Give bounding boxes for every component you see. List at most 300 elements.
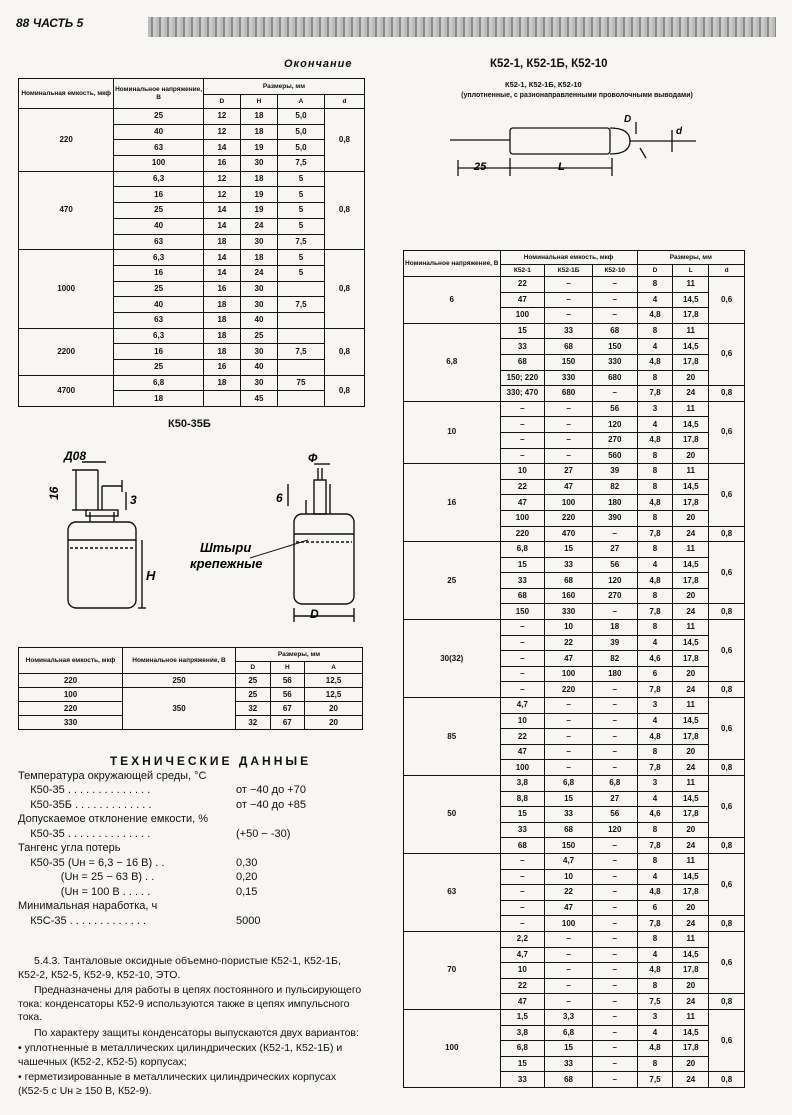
table-cell [203,391,240,407]
table-cell: 24 [240,218,277,234]
table-cell: – [592,931,637,947]
table-cell: 16 [203,360,240,376]
table-cell: – [500,900,545,916]
table-cell: 22 [500,479,545,495]
tech-line-name: К50-35 (Uн = 6,3 − 16 В) . . [18,856,165,869]
lead-diameter-cell: 0,6 [709,620,745,682]
table-cell: 6,8 [500,542,545,558]
table-row [404,620,745,636]
lead-diameter-cell: 0,8 [324,375,364,406]
tech-title: ТЕХНИЧЕСКИЕ ДАННЫЕ [109,754,312,768]
table-cell: 14 [203,265,240,281]
table-cell: – [545,401,593,417]
k50-label-F: Ф [308,451,318,465]
table-cell: 220 [500,526,545,542]
table-cell: 8 [637,448,673,464]
table-row: 330 32 67 20 [19,716,363,730]
table-cell: 12 [203,124,240,140]
table-cell: 3,3 [545,1009,593,1025]
table-cell: – [500,885,545,901]
table-row [404,698,745,714]
table-cell: – [545,308,593,324]
rt-header-k10: К52-10 [592,265,637,277]
table-cell: 4 [637,1025,673,1041]
table-cell: 8 [637,510,673,526]
table-cell: – [545,760,593,776]
voltage-cell: 16 [404,464,501,542]
right-subtitle-2: (уплотненные, с разнонаправленными проволочными выводами) [461,92,693,99]
table-cell: 8 [637,370,673,386]
table-cell: 7,8 [637,760,673,776]
k50-header-D: D [236,662,271,674]
section-text [18,955,363,1100]
k52-label-25: 25 [474,161,487,173]
table-cell: 16 [203,281,240,297]
table-cell: 25 [114,203,204,219]
table-cell: 100 [545,916,593,932]
table-cell: 45 [240,391,277,407]
table-cell: 18 [240,124,277,140]
table-cell: 100 [545,495,593,511]
header-voltage: Номинальное напряжение, В [114,79,204,109]
table-cell [278,391,325,407]
table-cell: 7,5 [637,994,673,1010]
lead-diameter-cell: 0,6 [709,542,745,604]
lead-diameter-cell: 0,6 [709,1009,745,1071]
table-row: 220 250 25 56 12,5 [19,674,363,688]
k50-header-H: H [270,662,305,674]
table-cell: 22 [545,635,593,651]
table-row: 100 350 25 56 12,5 [19,688,363,702]
lead-diameter-cell: 0,8 [709,526,745,542]
table-cell: 2,2 [500,931,545,947]
table-cell: 120 [592,573,637,589]
table-cell: 40 [114,218,204,234]
table-cell: – [592,604,637,620]
table-cell: 4,8 [637,963,673,979]
paragraph-2: По характеру защиты конденсаторы выпускаются двух вариантов: [34,1026,359,1039]
table-cell: 8 [637,620,673,636]
table-cell: – [545,963,593,979]
table-cell: – [592,386,637,402]
table-cell: 4 [637,635,673,651]
table-cell: 18 [203,297,240,313]
table-cell: 14,5 [673,635,709,651]
table-cell: 33 [545,557,593,573]
voltage-cell: 6 [404,277,501,324]
table-cell: 20 [673,666,709,682]
table-cell: 24 [673,760,709,776]
table-cell: – [500,401,545,417]
tech-line-name: Минимальная наработка, ч [18,900,158,912]
lead-diameter-cell: 0,8 [324,171,364,249]
table-cell: 5 [278,218,325,234]
table-cell: 4 [637,947,673,963]
table-cell: 4 [637,339,673,355]
table-cell: 10 [500,963,545,979]
capacitance-cell: 2200 [19,328,114,375]
table-cell: 18 [114,391,204,407]
table-cell: 7,5 [278,297,325,313]
page-number: 88 ЧАСТЬ 5 [16,16,84,30]
table-cell: 24 [673,916,709,932]
tech-line [18,870,363,885]
k50-table [18,647,363,730]
table-cell: 40 [240,360,277,376]
tech-line-name: К50-35 . . . . . . . . . . . . . . [18,827,151,840]
table-cell: 4,8 [637,573,673,589]
voltage-cell: 70 [404,931,501,1009]
table-cell: 30 [240,297,277,313]
table-cell: 12 [203,171,240,187]
table-cell: 470 [545,526,593,542]
voltage-cell: 30(32) [404,620,501,698]
table-cell: – [545,729,593,745]
table-cell: 40 [240,312,277,328]
table-cell: 47 [500,744,545,760]
table-cell: – [592,1072,637,1088]
tech-line-name: Тангенс угла потерь [18,842,121,854]
table-cell: 4,8 [637,432,673,448]
table-cell: 330 [545,604,593,620]
table-cell: 47 [500,292,545,308]
table-cell: 15 [500,557,545,573]
table-cell: 14,5 [673,947,709,963]
table-cell: 30 [240,375,277,391]
table-cell: 11 [673,853,709,869]
k52-label-d: d [676,126,683,137]
table-cell: – [592,682,637,698]
table-cell: 4,8 [637,1041,673,1057]
table-cell: 10 [500,713,545,729]
table-cell: 30 [240,281,277,297]
rt-header-k1b: К52-1Б [545,265,593,277]
lead-diameter-cell: 0,8 [709,1072,745,1088]
rt-header-dims: Размеры, мм [637,251,744,265]
tech-line [18,798,363,813]
header-D: D [203,95,240,109]
table-row [404,1009,745,1025]
table-cell: 5 [278,171,325,187]
table-cell: 270 [592,432,637,448]
table-cell: – [500,853,545,869]
table-cell: 8 [637,853,673,869]
table-cell: 1,5 [500,1009,545,1025]
table-cell: 6,3 [114,250,204,266]
lead-diameter-cell: 0,8 [709,838,745,854]
table-cell: 15 [500,1056,545,1072]
table-cell: 330 [592,354,637,370]
tech-line-name: К50-35Б . . . . . . . . . . . . . [18,798,152,811]
table-cell: 6,8 [545,1025,593,1041]
table-cell: 7,5 [278,156,325,172]
table-cell: 18 [203,328,240,344]
table-cell: 17,8 [673,1041,709,1057]
table-cell: 3,8 [500,1025,545,1041]
table-cell: 56 [592,807,637,823]
tech-line-name: К50-35 . . . . . . . . . . . . . . [18,784,151,796]
rt-header-capacitance: Номинальная емкость, мкф [500,251,637,265]
table-cell: 330; 470 [500,386,545,402]
lead-diameter-cell: 0,8 [709,760,745,776]
k50-label-16: 16 [47,486,61,500]
table-cell: 100 [500,760,545,776]
table-cell: 12 [203,187,240,203]
table-row [404,542,745,558]
table-cell: 7,8 [637,526,673,542]
k50-label-pins-1: Штыри [200,540,252,555]
table-cell: 68 [500,588,545,604]
table-cell: 27 [592,791,637,807]
table-cell: – [545,744,593,760]
table-cell: – [545,448,593,464]
table-row [404,277,745,293]
capacitance-cell: 220 [19,109,114,172]
table-cell: 16 [203,156,240,172]
table-cell: 5,0 [278,124,325,140]
table-cell: – [592,900,637,916]
table-cell: 8 [637,822,673,838]
table-cell: – [592,729,637,745]
table-cell: 68 [592,323,637,339]
table-cell: 6,8 [114,375,204,391]
table-cell: – [545,994,593,1010]
table-cell: – [545,698,593,714]
table-cell: 4,8 [637,354,673,370]
table-cell: 150 [592,339,637,355]
table-cell: 20 [673,822,709,838]
table-cell: 8 [637,1056,673,1072]
table-cell: 11 [673,776,709,792]
table-cell: 3 [637,1009,673,1025]
table-cell: 3,8 [500,776,545,792]
lead-diameter-cell: 0,8 [324,328,364,375]
tech-line [18,783,363,798]
table-cell: 680 [592,370,637,386]
table-cell: 4,8 [637,308,673,324]
table-cell: 17,8 [673,807,709,823]
table-cell: – [500,417,545,433]
table-cell: – [545,292,593,308]
table-cell: 7,8 [637,682,673,698]
right-capacitor-table [403,250,745,1088]
table-cell: 11 [673,323,709,339]
table-cell: 4,8 [637,729,673,745]
table-cell: 150 [500,604,545,620]
tech-line [18,769,363,784]
table-row [404,401,745,417]
table-cell: 3 [637,776,673,792]
table-cell: 14,5 [673,557,709,573]
right-title: К52-1, К52-1Б, К52-10 [490,58,608,70]
table-cell: 17,8 [673,354,709,370]
lead-diameter-cell: 0,6 [709,401,745,463]
table-cell: 4 [637,869,673,885]
table-cell: 270 [592,588,637,604]
table-cell: 14 [203,250,240,266]
table-cell: 18 [203,344,240,360]
table-cell: 56 [592,401,637,417]
table-cell [278,281,325,297]
table-cell: 16 [114,187,204,203]
table-cell: 63 [114,140,204,156]
table-cell: – [500,651,545,667]
table-cell: 16 [114,265,204,281]
table-cell: 24 [673,526,709,542]
table-cell: 15 [545,791,593,807]
table-cell: 19 [240,203,277,219]
table-cell: 24 [673,994,709,1010]
tech-line [18,914,363,929]
table-cell: 25 [114,360,204,376]
table-cell: – [592,308,637,324]
table-cell: – [545,713,593,729]
table-cell: 11 [673,277,709,293]
table-row: 220 32 67 20 [19,702,363,716]
table-cell: 14,5 [673,791,709,807]
voltage-cell: 63 [404,853,501,931]
table-cell: 220 [545,682,593,698]
table-cell: 24 [673,682,709,698]
table-cell: 68 [545,1072,593,1088]
k50-label-d: Д08 [64,449,87,463]
tech-line-value: от −40 до +70 [236,784,306,796]
table-cell: 19 [240,140,277,156]
voltage-cell: 100 [404,1009,501,1087]
tech-line-value: от −40 до +85 [236,798,306,811]
table-cell: 560 [592,448,637,464]
table-cell: 8 [637,588,673,604]
table-cell: 7,5 [278,344,325,360]
table-cell: 24 [673,386,709,402]
table-cell: 30 [240,234,277,250]
table-cell: 25 [114,109,204,125]
table-row [19,375,365,391]
k50-label-pins-2: крепежные [190,556,263,571]
table-cell: 30 [240,344,277,360]
table-cell: 12 [203,109,240,125]
table-cell: 180 [592,495,637,511]
table-cell: 56 [592,557,637,573]
lead-diameter-cell: 0,8 [709,994,745,1010]
table-cell: 17,8 [673,432,709,448]
tech-line-value: (+50 − -30) [236,827,291,840]
table-cell: 20 [673,588,709,604]
table-cell: 40 [114,124,204,140]
table-cell: 390 [592,510,637,526]
table-cell: 100 [114,156,204,172]
table-cell: 20 [673,744,709,760]
table-cell: 24 [673,838,709,854]
table-cell: – [592,526,637,542]
table-cell: – [592,744,637,760]
table-cell: 82 [592,651,637,667]
table-cell: 68 [545,822,593,838]
table-row [404,323,745,339]
tech-line-value: 0,30 [236,856,258,869]
tech-line-name: (Uн = 100 В . . . . . [18,885,151,898]
tech-line [18,841,363,856]
table-cell: 14,5 [673,1025,709,1041]
table-cell: 15 [545,542,593,558]
table-cell: – [545,432,593,448]
table-cell: 4,6 [637,807,673,823]
table-cell: 7,5 [637,1072,673,1088]
table-cell: 25 [114,281,204,297]
table-cell: 17,8 [673,573,709,589]
table-cell: 4,6 [637,651,673,667]
table-cell: 150 [545,838,593,854]
table-cell [278,360,325,376]
table-row [19,171,365,187]
tech-line-name: (Uн = 25 − 63 В) . . [18,871,155,883]
table-cell: 33 [500,339,545,355]
table-cell: 68 [545,339,593,355]
table-cell: – [592,1056,637,1072]
table-row [404,931,745,947]
table-cell: – [592,963,637,979]
table-cell: – [592,916,637,932]
k50-label-D: D [310,607,319,621]
table-cell: – [545,277,593,293]
table-cell: 14,5 [673,479,709,495]
table-cell: 14,5 [673,713,709,729]
table-cell: 7,5 [278,234,325,250]
table-cell: 5 [278,265,325,281]
k50-label-H: H [146,568,156,583]
table-cell: 24 [673,1072,709,1088]
table-cell: 4,7 [500,947,545,963]
table-cell: – [545,417,593,433]
table-cell: 47 [545,900,593,916]
lead-diameter-cell: 0,6 [709,931,745,993]
table-cell: 17,8 [673,729,709,745]
table-cell: 330 [545,370,593,386]
table-cell: 680 [545,386,593,402]
table-cell: – [592,838,637,854]
table-cell: 18 [240,250,277,266]
table-cell: 6,8 [545,776,593,792]
table-cell: – [500,448,545,464]
table-cell: 4,8 [637,495,673,511]
table-cell: 8 [637,277,673,293]
section-heading: 5.4.3. Танталовые оксидные объемно-пористые К52-1, К52-1Б, К52-2, К52-5, К52-9, К52-10, ЭТО. [18,955,341,981]
table-cell: 18 [203,312,240,328]
table-cell: 160 [545,588,593,604]
lead-diameter-cell: 0,8 [324,109,364,172]
bullet-1: • уплотненные в металлических цилиндрических (К52-1, К52-1Б) и чашечных (К52-2, К52-5) корпусах; [18,1042,343,1068]
table-cell: 220 [545,510,593,526]
k50-label-6: 6 [276,491,283,505]
tech-line-name: К5С-35 . . . . . . . . . . . . . [18,914,147,927]
table-cell: – [500,682,545,698]
k52-capacitor-drawing [440,110,710,186]
table-cell: 17,8 [673,308,709,324]
k50-header-voltage: Номинальное напряжение, В [123,648,236,674]
rt-header-d: d [709,265,745,277]
table-cell: – [592,994,637,1010]
header-capacitance: Номинальная емкость, мкф [19,79,114,109]
table-cell: 20 [673,900,709,916]
voltage-cell: 50 [404,776,501,854]
table-cell: 15 [545,1041,593,1057]
table-cell: – [592,698,637,714]
table-cell: 16 [114,344,204,360]
table-cell: 8,8 [500,791,545,807]
table-cell: 6,8 [592,776,637,792]
table-cell: 17,8 [673,885,709,901]
table-cell: 4,8 [637,885,673,901]
